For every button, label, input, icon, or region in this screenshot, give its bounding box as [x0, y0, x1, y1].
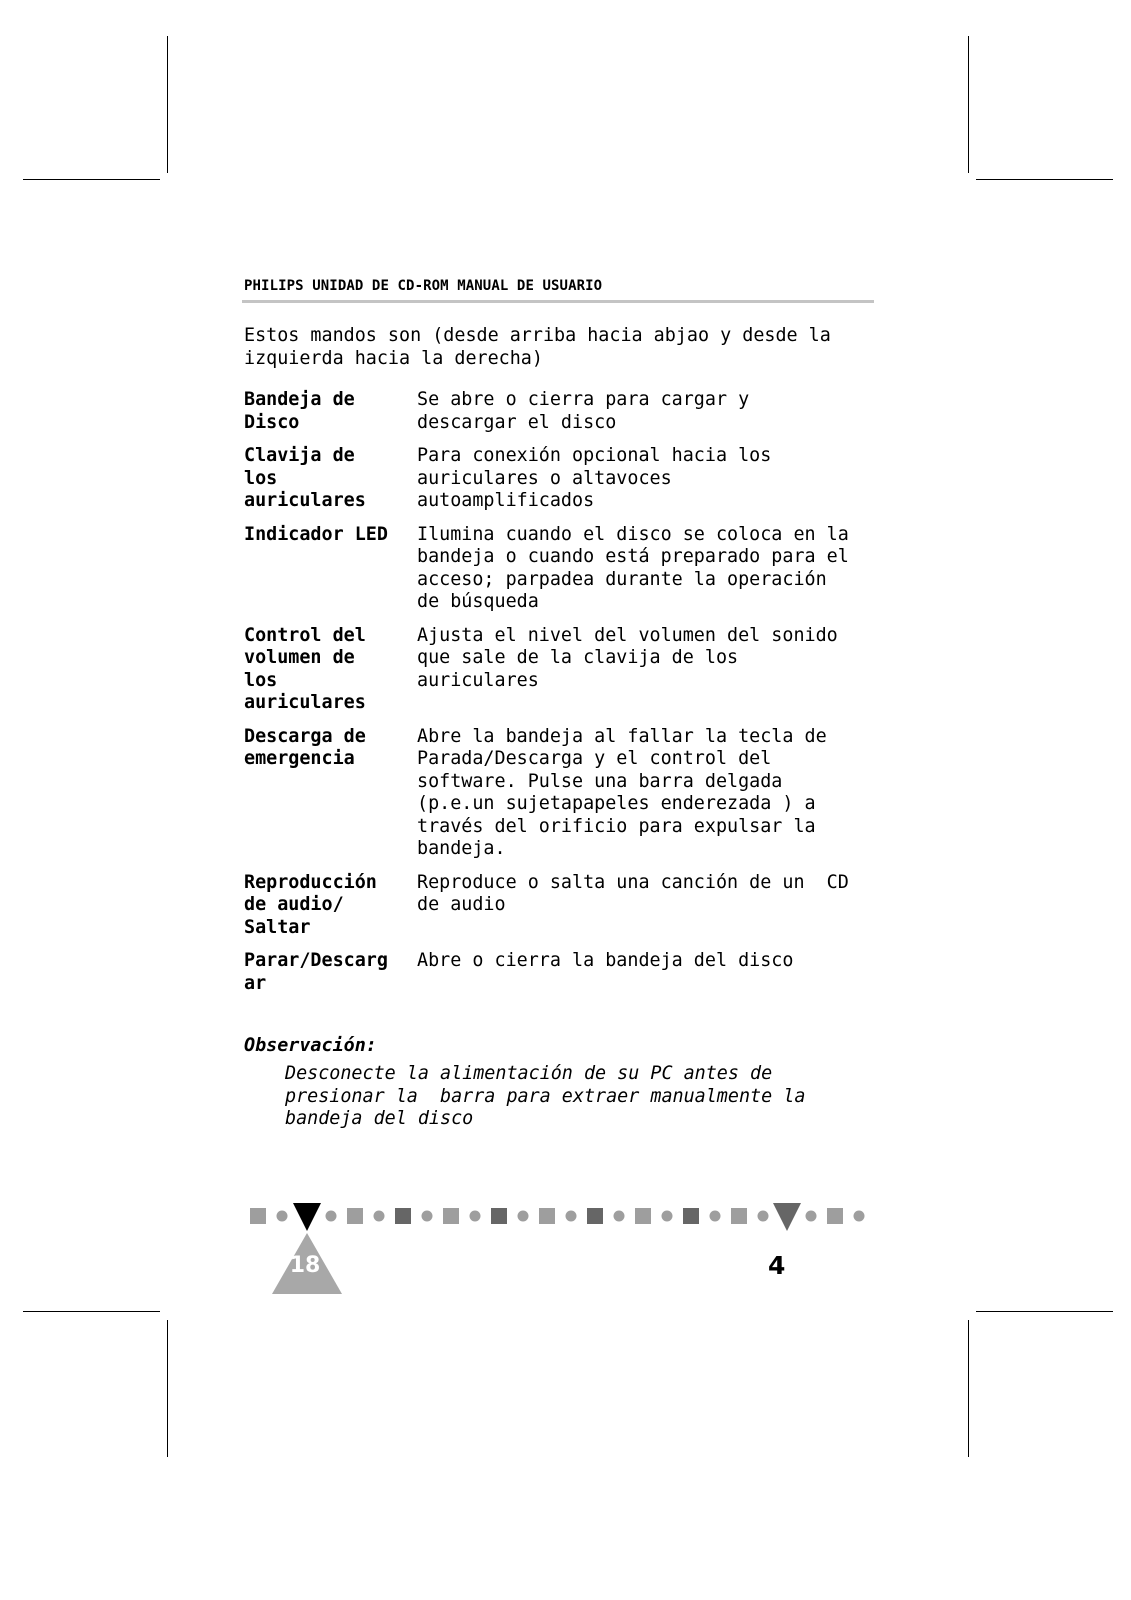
note-body: Desconecte la alimentación de su PC antes de presionar la barra para extraer manualmente la bandeja del disco: [285, 1063, 806, 1129]
deco-dot: [662, 1211, 673, 1222]
control-term: Descarga de emergencia: [244, 725, 366, 769]
control-description: Abre la bandeja al fallar la tecla de Parada/Descarga y el control del software. Pulse una barra delgada (p.e.un sujetapapeles enderezada ) a través del orificio para expulsar la bandeja.: [417, 725, 827, 859]
deco-square: [635, 1208, 651, 1224]
control-term: Control del volumen de los auriculares: [244, 624, 366, 713]
deco-dot: [326, 1211, 337, 1222]
deco-triangle: [773, 1203, 801, 1231]
deco-dot: [470, 1211, 481, 1222]
deco-dot: [518, 1211, 529, 1222]
deco-dot: [566, 1211, 577, 1222]
control-term: Bandeja de Disco: [244, 389, 355, 433]
control-description: Para conexión opcional hacia los auriculares o altavoces autoamplificados: [417, 445, 772, 511]
control-description: Abre o cierra la bandeja del disco: [417, 950, 794, 971]
deco-square: [443, 1208, 459, 1224]
deco-dot: [277, 1211, 288, 1222]
page-header: PHILIPS UNIDAD DE CD-ROM MANUAL DE USUARIO: [244, 278, 603, 294]
deco-square: [347, 1208, 363, 1224]
control-term: Reproducción de audio/ Saltar: [244, 871, 377, 938]
control-description: Reproduce o salta una canción de un CD de audio: [417, 871, 849, 915]
deco-square: [827, 1208, 843, 1224]
deco-dot: [806, 1211, 817, 1222]
deco-dot: [374, 1211, 385, 1222]
decorative-pattern: [250, 1203, 865, 1231]
deco-dot: [422, 1211, 433, 1222]
control-description: Se abre o cierra para cargar y descargar el disco: [417, 389, 750, 433]
deco-square: [395, 1208, 411, 1224]
page-number-right: 4: [768, 1251, 786, 1280]
deco-dot: [854, 1211, 865, 1222]
deco-dot: [710, 1211, 721, 1222]
deco-dot: [758, 1211, 769, 1222]
deco-square: [250, 1208, 266, 1224]
deco-square: [491, 1208, 507, 1224]
deco-square: [683, 1208, 699, 1224]
deco-dot: [614, 1211, 625, 1222]
control-term: Clavija de los auriculares: [244, 445, 366, 511]
control-description: Ajusta el nivel del volumen del sonido que sale de la clavija de los auriculares: [417, 624, 838, 691]
control-term: Parar/Descarg ar: [244, 950, 388, 994]
control-description: Ilumina cuando el disco se coloca en la bandeja o cuando está preparado para el acceso; parpadea durante la operación de búsqueda: [417, 523, 849, 612]
deco-triangle: [293, 1203, 321, 1231]
note-title: Observación:: [244, 1035, 377, 1056]
deco-square: [587, 1208, 603, 1224]
deco-square: [539, 1208, 555, 1224]
control-term: Indicador LED: [244, 523, 388, 545]
page-number-left: 18: [289, 1253, 321, 1278]
deco-square: [731, 1208, 747, 1224]
intro-paragraph: Estos mandos son (desde arriba hacia abjao y desde la izquierda hacia la derecha): [244, 325, 831, 369]
